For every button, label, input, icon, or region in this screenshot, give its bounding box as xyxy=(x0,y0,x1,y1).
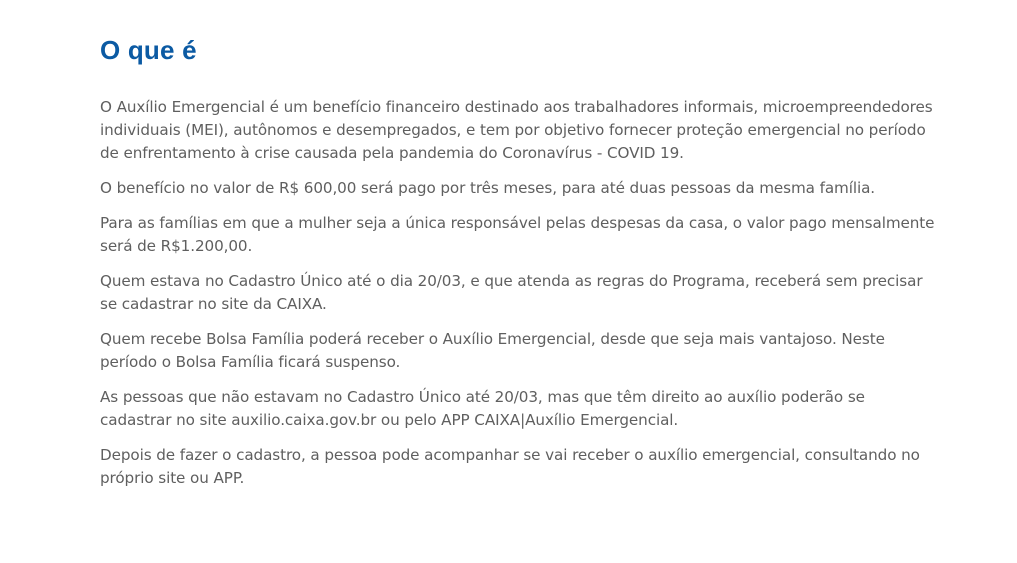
paragraph-registration: As pessoas que não estavam no Cadastro Único até 20/03, mas que têm direito ao auxílio poderão se cadastrar no site auxilio.caixa.gov.br ou pelo APP CAIXA|Auxílio Emergencial. xyxy=(100,388,865,429)
page-title: O que é xyxy=(100,35,197,65)
paragraph-definition: O Auxílio Emergencial é um benefício financeiro destinado aos trabalhadores informais, microempreendedores individuais (MEI), autônomos e desempregados, e tem por objetivo fornecer proteção emergencial no período de enfrentamento à crise causada pela pandemia do Coronavírus - COVID 19. xyxy=(100,98,933,162)
paragraph-benefit-value: O benefício no valor de R$ 600,00 será pago por três meses, para até duas pessoas da mesma família. xyxy=(100,179,876,197)
document-content xyxy=(100,34,940,502)
paragraph-cadastro-unico: Quem estava no Cadastro Único até o dia 20/03, e que atenda as regras do Programa, receberá sem precisar se cadastrar no site da CAIXA. xyxy=(100,272,923,313)
paragraph-bolsa-familia: Quem recebe Bolsa Família poderá receber o Auxílio Emergencial, desde que seja mais vantajoso. Neste período o Bolsa Família ficará suspenso. xyxy=(100,330,885,371)
paragraph-follow-up: Depois de fazer o cadastro, a pessoa pode acompanhar se vai receber o auxílio emergencial, consultando no próprio site ou APP. xyxy=(100,446,920,487)
paragraph-single-mother: Para as famílias em que a mulher seja a única responsável pelas despesas da casa, o valor pago mensalmente será de R$1.200,00. xyxy=(100,214,935,255)
